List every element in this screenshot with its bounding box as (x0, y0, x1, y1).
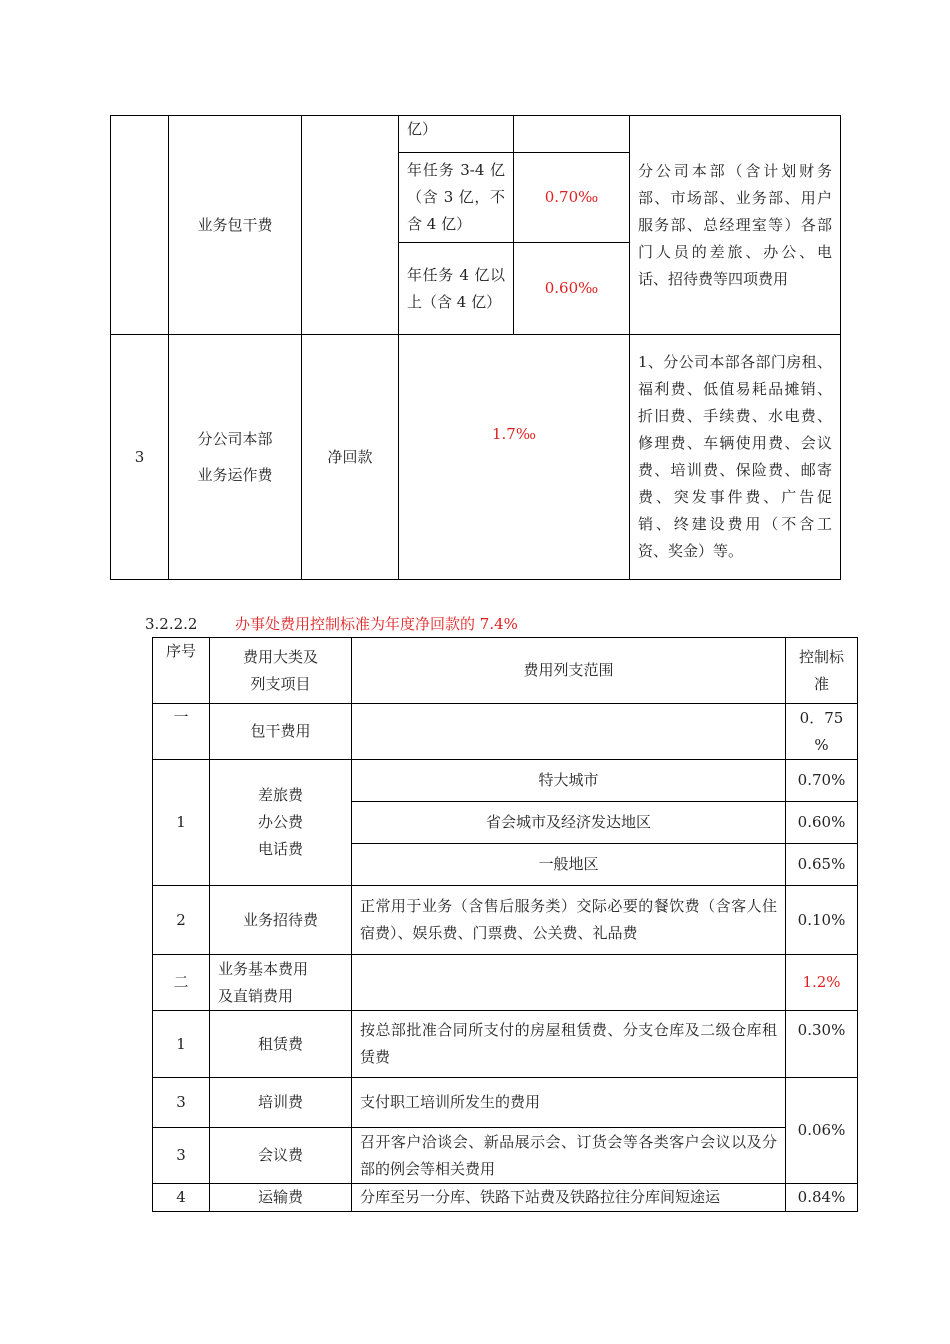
category-cell: 业务招待费 (210, 886, 352, 955)
category-line: 业务基本费用 (218, 959, 309, 978)
category-line: 电话费 (257, 840, 303, 858)
standard-cell: 0.30% (786, 1011, 858, 1078)
header-scope: 费用列支范围 (352, 638, 786, 704)
section-title: 办事处费用控制标准为年度净回款的 7.4% (235, 615, 518, 633)
tier-condition-cell: 年任务 3-4 亿（含 3 亿，不含 4 亿） (399, 153, 514, 243)
tier-rate-cell (514, 116, 630, 153)
category-cell: 培训费 (210, 1078, 352, 1128)
category-cell (210, 955, 352, 1011)
header-category (210, 638, 352, 704)
basis-cell (302, 116, 399, 335)
scope-cell: 正常用于业务（含售后服务类）交际必要的餐饮费（含客人住宿费）、娱乐费、门票费、公关费、礼品费 (352, 886, 786, 955)
standard-line: 0．75 (799, 708, 844, 727)
row-number-cell: 2 (153, 886, 210, 955)
row-number-cell (111, 116, 169, 335)
tier-rate-cell: 0.60‰ (514, 243, 630, 335)
category-cell: 租赁费 (210, 1011, 352, 1078)
section-number: 3.2.2.2 (145, 615, 198, 633)
item-name-line: 分公司本部 (197, 430, 273, 448)
item-name-cell (169, 335, 302, 580)
row-number-cell: 1 (153, 1011, 210, 1078)
scope-cell: 按总部批准合同所支付的房屋租赁费、分支仓库及二级仓库租赁费 (352, 1011, 786, 1078)
item-name-line: 业务运作费 (197, 466, 273, 484)
basis-cell: 净回款 (302, 335, 399, 580)
standard-cell (786, 704, 858, 760)
header-line: 列支项目 (250, 674, 311, 693)
rate-cell: 1.7‰ (399, 335, 630, 580)
row-number-cell: 1 (153, 760, 210, 886)
header-no: 序号 (153, 638, 210, 704)
category-cell: 运输费 (210, 1184, 352, 1212)
row-number-cell: 二 (153, 955, 210, 1011)
scope-cell: 1、分公司本部各部门房租、福利费、低值易耗品摊销、折旧费、手续费、水电费、修理费、车辆使用费、会议费、培训费、保险费、邮寄费、突发事件费、广告促销、终建设费用（不含工资、奖金）等。 (630, 335, 841, 580)
standard-cell: 0.06% (786, 1078, 858, 1184)
tier-rate-cell: 0.70‰ (514, 153, 630, 243)
category-line: 及直销费用 (218, 986, 294, 1005)
standard-cell: 0.10% (786, 886, 858, 955)
scope-cell: 特大城市 (352, 760, 786, 802)
header-line: 控制标 (798, 647, 844, 666)
scope-cell: 分库至另一分库、铁路下站费及铁路拉往分库间短途运 (352, 1184, 786, 1212)
header-line: 准 (813, 674, 829, 693)
row-number-cell: 4 (153, 1184, 210, 1212)
office-cost-table (152, 637, 858, 1212)
tier-condition-cell: 年任务 4 亿以上（含 4 亿） (399, 243, 514, 335)
standard-cell: 0.70% (786, 760, 858, 802)
category-cell: 包干费用 (210, 704, 352, 760)
row-number-cell: 3 (153, 1078, 210, 1128)
row-number-cell: 3 (111, 335, 169, 580)
header-standard (786, 638, 858, 704)
item-name-cell: 业务包干费 (169, 116, 302, 335)
standard-cell: 0.60% (786, 802, 858, 844)
row-number-cell: 3 (153, 1128, 210, 1184)
scope-cell (352, 955, 786, 1011)
scope-cell: 省会城市及经济发达地区 (352, 802, 786, 844)
scope-cell: 支付职工培训所发生的费用 (352, 1078, 786, 1128)
category-cell: 会议费 (210, 1128, 352, 1184)
section-heading (145, 613, 518, 635)
category-cell (210, 760, 352, 886)
standard-cell: 0.65% (786, 844, 858, 886)
scope-cell: 分公司本部（含计划财务部、市场部、业务部、用户服务部、总经理室等）各部门人员的差旅、办公、电话、招待费等四项费用 (630, 116, 841, 335)
standard-line: % (814, 735, 829, 754)
standard-cell: 0.84% (786, 1184, 858, 1212)
cost-table-continued (110, 115, 841, 580)
scope-cell: 召开客户洽谈会、新品展示会、订货会等各类客户会议以及分部的例会等相关费用 (352, 1128, 786, 1184)
tier-condition-cell: 亿） (399, 116, 514, 153)
scope-cell (352, 704, 786, 760)
standard-cell: 1.2% (786, 955, 858, 1011)
row-number-cell: 一 (153, 704, 210, 760)
category-line: 差旅费 (257, 786, 303, 804)
category-line: 办公费 (257, 813, 303, 831)
header-line: 费用大类及 (242, 647, 318, 666)
scope-cell: 一般地区 (352, 844, 786, 886)
